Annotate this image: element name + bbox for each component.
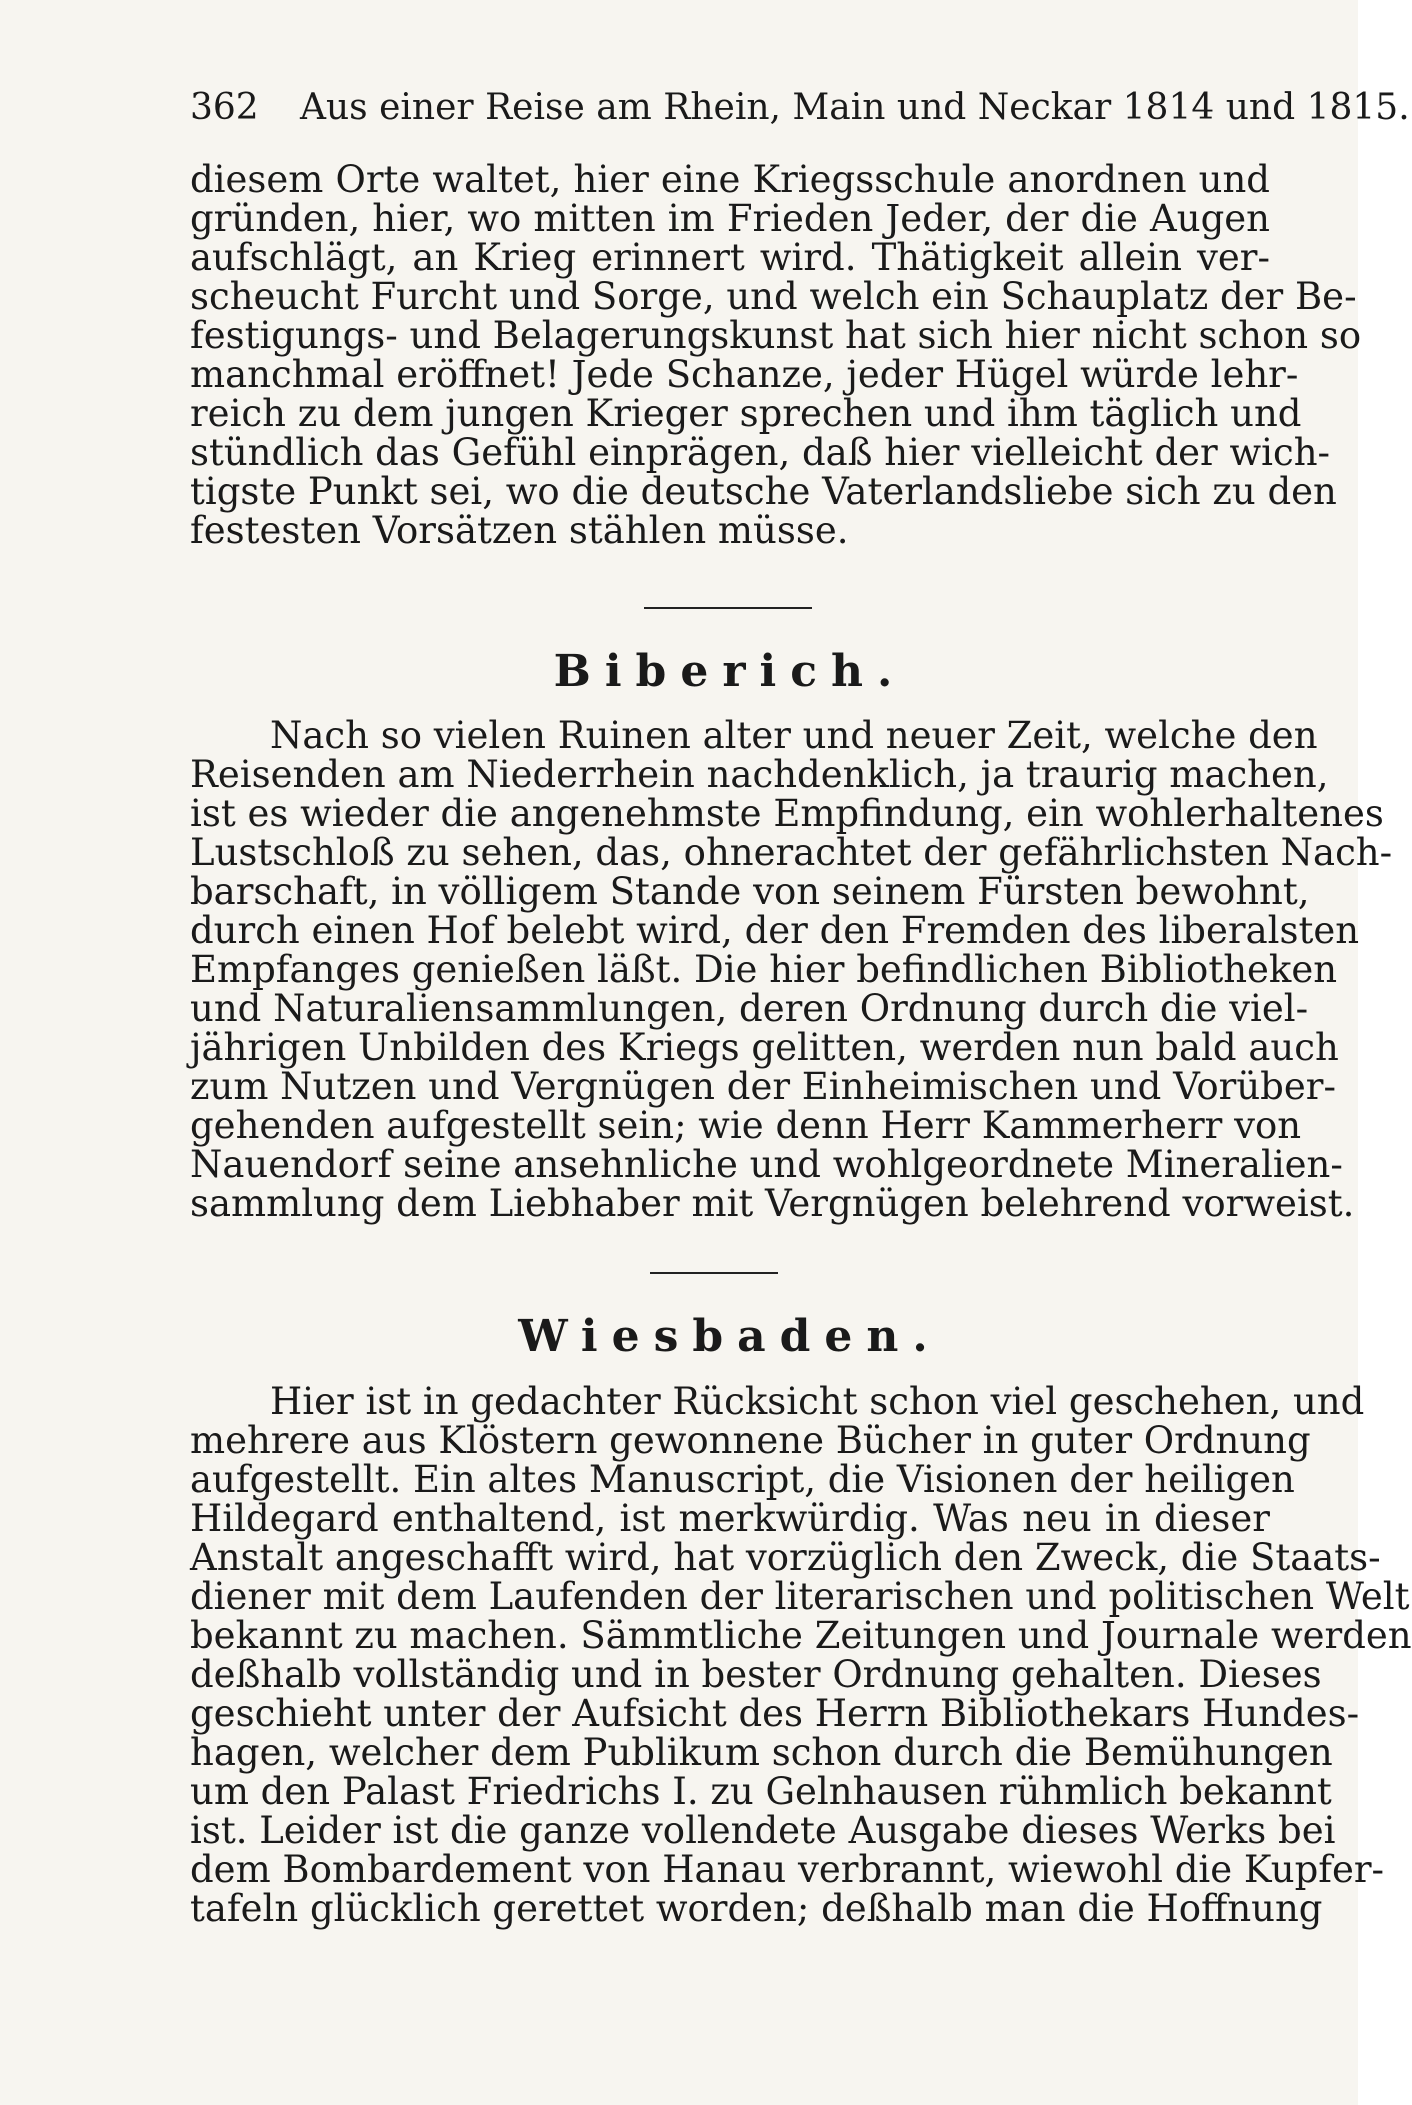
text-line: aufschlägt, an Krieg erinnert wird. Thätigkeit allein ver- <box>190 236 1270 279</box>
section-heading-biberich: Biberich. <box>553 646 907 697</box>
text-line: tigste Punkt sei, wo die deutsche Vaterlandsliebe sich zu den <box>190 470 1337 513</box>
page-number: 362 <box>190 87 259 128</box>
section-divider <box>650 1272 778 1274</box>
section-divider <box>644 607 812 609</box>
running-title: Aus einer Reise am Rhein, Main und Neckar 1814 und 1815. <box>300 87 1410 128</box>
text-line: reich zu dem jungen Krieger sprechen und ihm täglich und <box>190 392 1302 435</box>
text-line: hagen, welcher dem Publikum schon durch die Bemühungen <box>190 1731 1333 1774</box>
text-line: festesten Vorsätzen stählen müsse. <box>190 509 849 552</box>
text-line: zum Nutzen und Vergnügen der Einheimischen und Vorüber- <box>190 1065 1336 1108</box>
text-line: Nach so vielen Ruinen alter und neuer Zeit, welche den <box>270 714 1318 757</box>
text-line: gründen, hier, wo mitten im Frieden Jeder, der die Augen <box>190 197 1270 240</box>
text-line: Anstalt angeschafft wird, hat vorzüglich den Zweck, die Staats- <box>190 1536 1381 1579</box>
text-line: um den Palast Friedrichs I. zu Gelnhausen rühmlich bekannt <box>190 1770 1332 1813</box>
text-line: manchmal eröffnet! Jede Schanze, jeder Hügel würde lehr- <box>190 353 1299 396</box>
paragraph-wiesbaden <box>190 1380 1412 1930</box>
text-line: tafeln glücklich gerettet worden; deßhalb man die Hoffnung <box>190 1887 1323 1930</box>
text-line: Nauendorf seine ansehnliche und wohlgeordnete Mineralien- <box>190 1143 1343 1186</box>
section-heading-wiesbaden: Wiesbaden. <box>518 1311 942 1362</box>
text-line: durch einen Hof belebt wird, der den Fremden des liberalsten <box>190 909 1360 952</box>
text-line: jährigen Unbilden des Kriegs gelitten, werden nun bald auch <box>190 1026 1339 1069</box>
page-header <box>190 86 1410 130</box>
text-line: barschaft, in völligem Stande von seinem Fürsten bewohnt, <box>190 870 1310 913</box>
text-line: festigungs- und Belagerungskunst hat sich hier nicht schon so <box>190 314 1362 357</box>
text-line: Reisenden am Niederrhein nachdenklich, ja traurig machen, <box>190 753 1329 796</box>
text-line: aufgestellt. Ein altes Manuscript, die Visionen der heiligen <box>190 1458 1295 1501</box>
text-line: ist es wieder die angenehmste Empfindung, ein wohlerhaltenes <box>190 792 1384 835</box>
text-line: gehenden aufgestellt sein; wie denn Herr Kammerherr von <box>190 1104 1302 1147</box>
text-line: geschieht unter der Aufsicht des Herrn Bibliothekars Hundes- <box>190 1692 1360 1735</box>
paragraph-biberich <box>190 714 1393 1225</box>
text-line: ist. Leider ist die ganze vollendete Ausgabe dieses Werks bei <box>190 1809 1336 1852</box>
text-line: Lustschloß zu sehen, das, ohnerachtet der gefährlichsten Nach- <box>190 831 1393 874</box>
text-line: deßhalb vollständig und in bester Ordnung gehalten. Dieses <box>190 1653 1322 1696</box>
text-line: diesem Orte waltet, hier eine Kriegsschule anordnen und <box>190 158 1270 201</box>
text-line: scheucht Furcht und Sorge, und welch ein Schauplatz der Be- <box>190 275 1357 318</box>
text-line: sammlung dem Liebhaber mit Vergnügen belehrend vorweist. <box>190 1182 1355 1225</box>
text-line: Empfanges genießen läßt. Die hier befindlichen Bibliotheken <box>190 948 1338 991</box>
text-line: mehrere aus Klöstern gewonnene Bücher in guter Ordnung <box>190 1419 1311 1462</box>
text-line: und Naturaliensammlungen, deren Ordnung durch die viel- <box>190 987 1309 1030</box>
intro-paragraph <box>190 158 1362 552</box>
text-line: diener mit dem Laufenden der literarischen und politischen Welt <box>190 1575 1410 1618</box>
text-line: bekannt zu machen. Sämmtliche Zeitungen und Journale werden <box>190 1614 1412 1657</box>
text-line: stündlich das Gefühl einprägen, daß hier vielleicht der wich- <box>190 431 1331 474</box>
text-line: Hildegard enthaltend, ist merkwürdig. Was neu in dieser <box>190 1497 1270 1540</box>
text-line: dem Bombardement von Hanau verbrannt, wiewohl die Kupfer- <box>190 1848 1385 1891</box>
text-line: Hier ist in gedachter Rücksicht schon viel geschehen, und <box>270 1380 1365 1423</box>
